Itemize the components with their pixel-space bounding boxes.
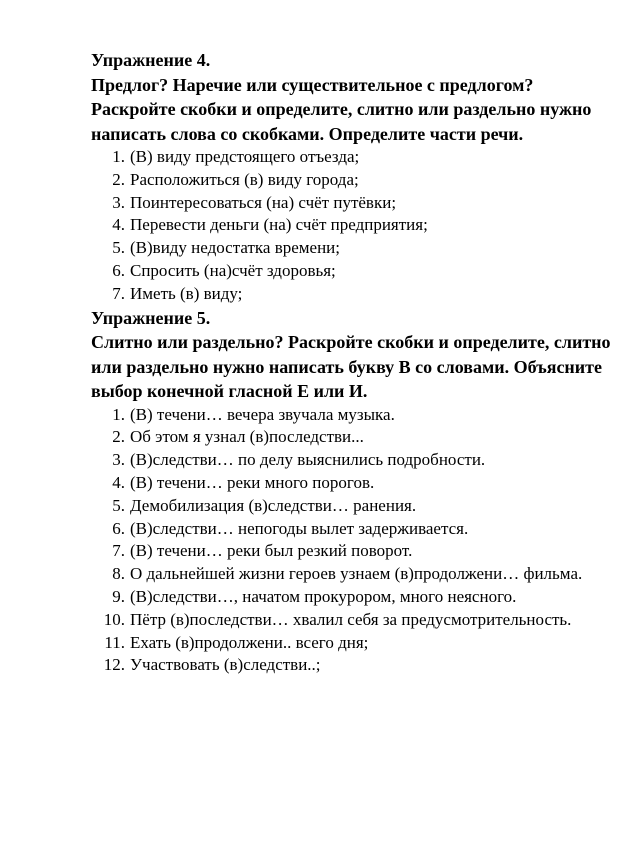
list-item xyxy=(91,169,611,192)
list-item xyxy=(91,586,611,609)
item-text: Демобилизация (в)следстви… ранения. xyxy=(130,495,417,515)
item-number: 11. xyxy=(104,632,125,652)
list-item xyxy=(91,260,611,283)
item-text: Перевести деньги (на) счёт предприятия; xyxy=(130,215,428,235)
list-item xyxy=(91,426,611,449)
item-number: 5. xyxy=(112,238,125,258)
list-item xyxy=(91,632,611,655)
item-text: (В)виду недостатка времени; xyxy=(130,238,340,258)
item-number: 6. xyxy=(112,260,125,280)
item-text: Расположиться (в) виду города; xyxy=(130,169,359,189)
document-page xyxy=(91,48,611,677)
item-number: 3. xyxy=(112,192,125,212)
item-number: 7. xyxy=(112,283,125,303)
list-item xyxy=(91,283,611,306)
item-number: 4. xyxy=(112,215,125,235)
list-item xyxy=(91,654,611,677)
list-item xyxy=(91,540,611,563)
item-number: 9. xyxy=(112,586,125,606)
exercise-4-title: Упражнение 4. xyxy=(91,50,211,70)
item-number: 5. xyxy=(112,495,125,515)
item-text: Ехать (в)продолжени.. всего дня; xyxy=(130,632,369,652)
item-text: (В)следстви…, начатом прокурором, много неясного. xyxy=(130,586,517,606)
list-item xyxy=(91,237,611,260)
item-number: 1. xyxy=(112,147,125,166)
list-item xyxy=(91,472,611,495)
item-text: (В)следстви… непогоды вылет задерживается. xyxy=(130,518,469,538)
item-text: (В) течени… вечера звучала музыка. xyxy=(130,404,395,424)
exercise-4 xyxy=(91,48,611,306)
item-text: Пётр (в)последстви… хвалил себя за предусмотрительность. xyxy=(130,609,572,629)
list-item xyxy=(91,449,611,472)
item-number: 7. xyxy=(112,541,125,561)
item-text: Об этом я узнал (в)последстви... xyxy=(130,427,364,447)
item-text: (В) течени… реки был резкий поворот. xyxy=(130,541,413,561)
list-item xyxy=(91,404,611,427)
item-text: (В) виду предстоящего отъезда; xyxy=(130,147,360,166)
list-item xyxy=(91,609,611,632)
item-number: 1. xyxy=(112,404,125,424)
item-text: Участвовать (в)следстви..; xyxy=(130,655,321,675)
list-item xyxy=(91,495,611,518)
item-number: 12. xyxy=(103,655,125,675)
item-text: (В) течени… реки много порогов. xyxy=(130,472,375,492)
list-item xyxy=(91,146,611,169)
item-number: 3. xyxy=(112,450,125,470)
item-text: О дальнейшей жизни героев узнаем (в)продолжени… фильма. xyxy=(130,564,583,584)
item-text: Спросить (на)счёт здоровья; xyxy=(130,260,336,280)
item-number: 10. xyxy=(103,609,125,629)
list-item xyxy=(91,214,611,237)
exercise-5 xyxy=(91,306,611,678)
item-number: 4. xyxy=(112,472,125,492)
item-number: 2. xyxy=(112,427,125,447)
item-text: Иметь (в) виду; xyxy=(130,283,243,303)
exercise-5-list xyxy=(91,404,611,678)
item-number: 2. xyxy=(112,169,125,189)
item-number: 6. xyxy=(112,518,125,538)
exercise-5-instruction: Слитно или раздельно? Раскройте скобки и определите, слитно или раздельно нужно написать букву В со словами. Объясните выбор конечной гласной Е или И. xyxy=(91,332,611,402)
exercise-4-instruction: Предлог? Наречие или существительное с предлогом? Раскройте скобки и определите, слитно или раздельно нужно написать слова со скобками. Определите части речи. xyxy=(91,74,592,144)
list-item xyxy=(91,518,611,541)
item-text: (В)следстви… по делу выяснились подробности. xyxy=(130,450,486,470)
list-item xyxy=(91,192,611,215)
item-text: Поинтересоваться (на) счёт путёвки; xyxy=(130,192,397,212)
list-item xyxy=(91,563,611,586)
exercise-5-title: Упражнение 5. xyxy=(91,307,211,328)
exercise-4-list xyxy=(91,146,611,306)
item-number: 8. xyxy=(112,564,125,584)
